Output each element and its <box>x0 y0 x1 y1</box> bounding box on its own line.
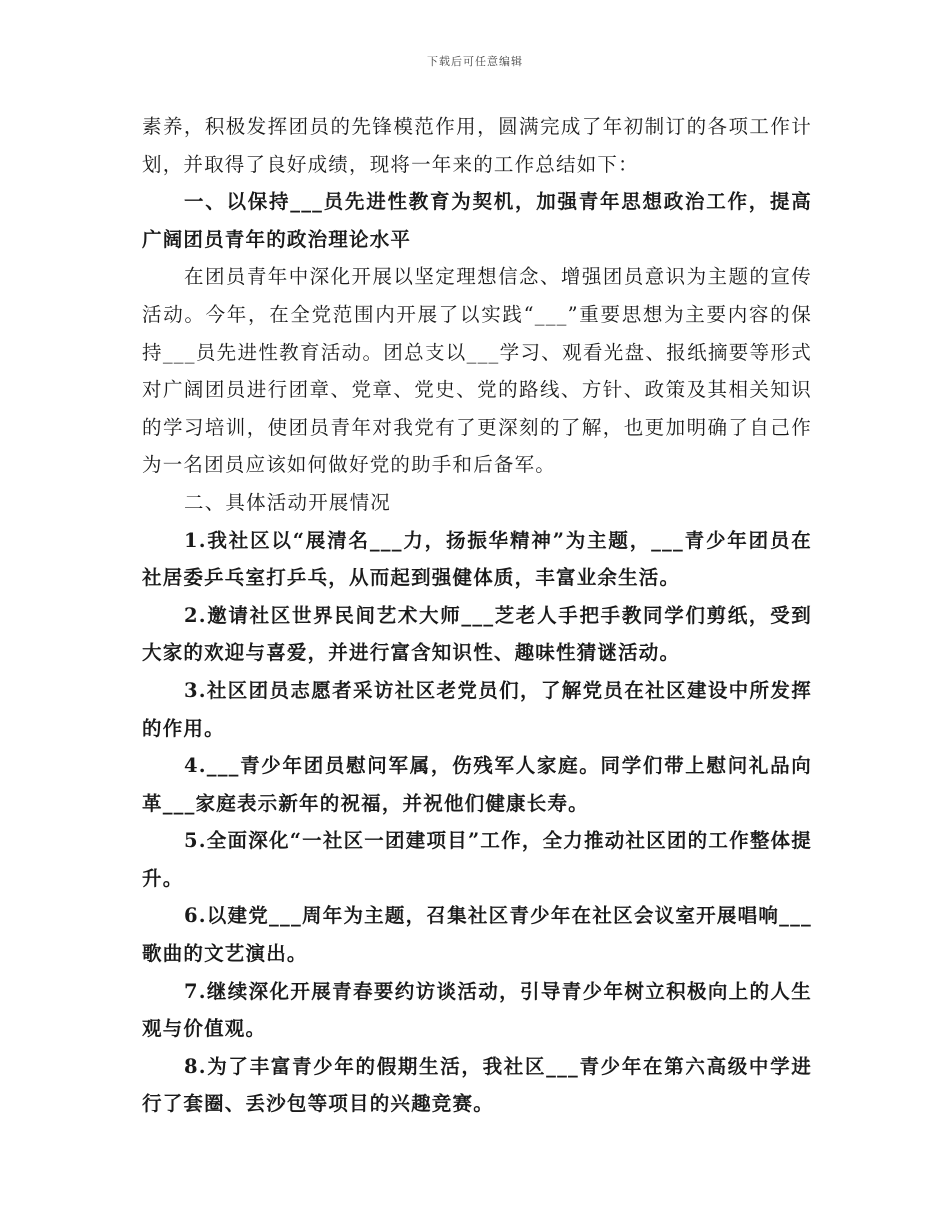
list-item-5: 5.全面深化“一社区一团建项目”工作，全力推动社区团的工作整体提升。 <box>142 829 812 890</box>
section-heading-1: 一、以保持___员先进性教育为契机，加强青年思想政治工作，提高广阔团员青年的政治理论水平 <box>142 190 812 251</box>
list-item-6: 6.以建党___周年为主题，召集社区青少年在社区会议室开展唱响___歌曲的文艺演出。 <box>142 904 812 966</box>
list-item-4: 4.___青少年团员慰问军属，伤残军人家庭。同学们带上慰问礼品向革___家庭表示新年的祝福，并祝他们健康长寿。 <box>142 754 812 815</box>
list-item-7: 7.继续深化开展青春要约访谈活动，引导青少年树立积极向上的人生观与价值观。 <box>142 979 812 1041</box>
section-heading-2: 二、具体活动开展情况 <box>184 490 392 514</box>
list-item-2: 2.邀请社区世界民间艺术大师___芝老人手把手教同学们剪纸，受到大家的欢迎与喜爱，并进行富含知识性、趣味性猜谜活动。 <box>142 603 812 665</box>
page-header-note: 下载后可任意编辑 <box>427 55 523 68</box>
document-body <box>142 108 812 1123</box>
paragraph-section-1-body: 在团员青年中深化开展以坚定理想信念、增强团员意识为主题的宣传活动。今年，在全党范围内开展了以实践“___”重要思想为主要内容的保持___员先进性教育活动。团总支以___学习、观看光盘、报纸摘要等形式对广阔团员进行团章、党章、党史、党的路线、方针、政策及其相关知识的学习培训，使团员青年对我党有了更深刻的了解，也更加明确了自己作为一名团员应该如何做好党的助手和后备军。 <box>142 265 812 477</box>
list-item-3: 3.社区团员志愿者采访社区老党员们，了解党员在社区建设中所发挥的作用。 <box>142 678 812 740</box>
list-item-8: 8.为了丰富青少年的假期生活，我社区___青少年在第六高级中学进行了套圈、丢沙包等项目的兴趣竞赛。 <box>142 1054 812 1116</box>
list-item-1: 1.我社区以“展清名___力，扬振华精神”为主题，___青少年团员在社居委乒乓室打乒乓，从而起到强健体质，丰富业余生活。 <box>142 528 812 590</box>
paragraph-intro-continuation: 素养，积极发挥团员的先锋模范作用，圆满完成了年初制订的各项工作计划，并取得了良好成绩，现将一年来的工作总结如下： <box>142 115 812 176</box>
